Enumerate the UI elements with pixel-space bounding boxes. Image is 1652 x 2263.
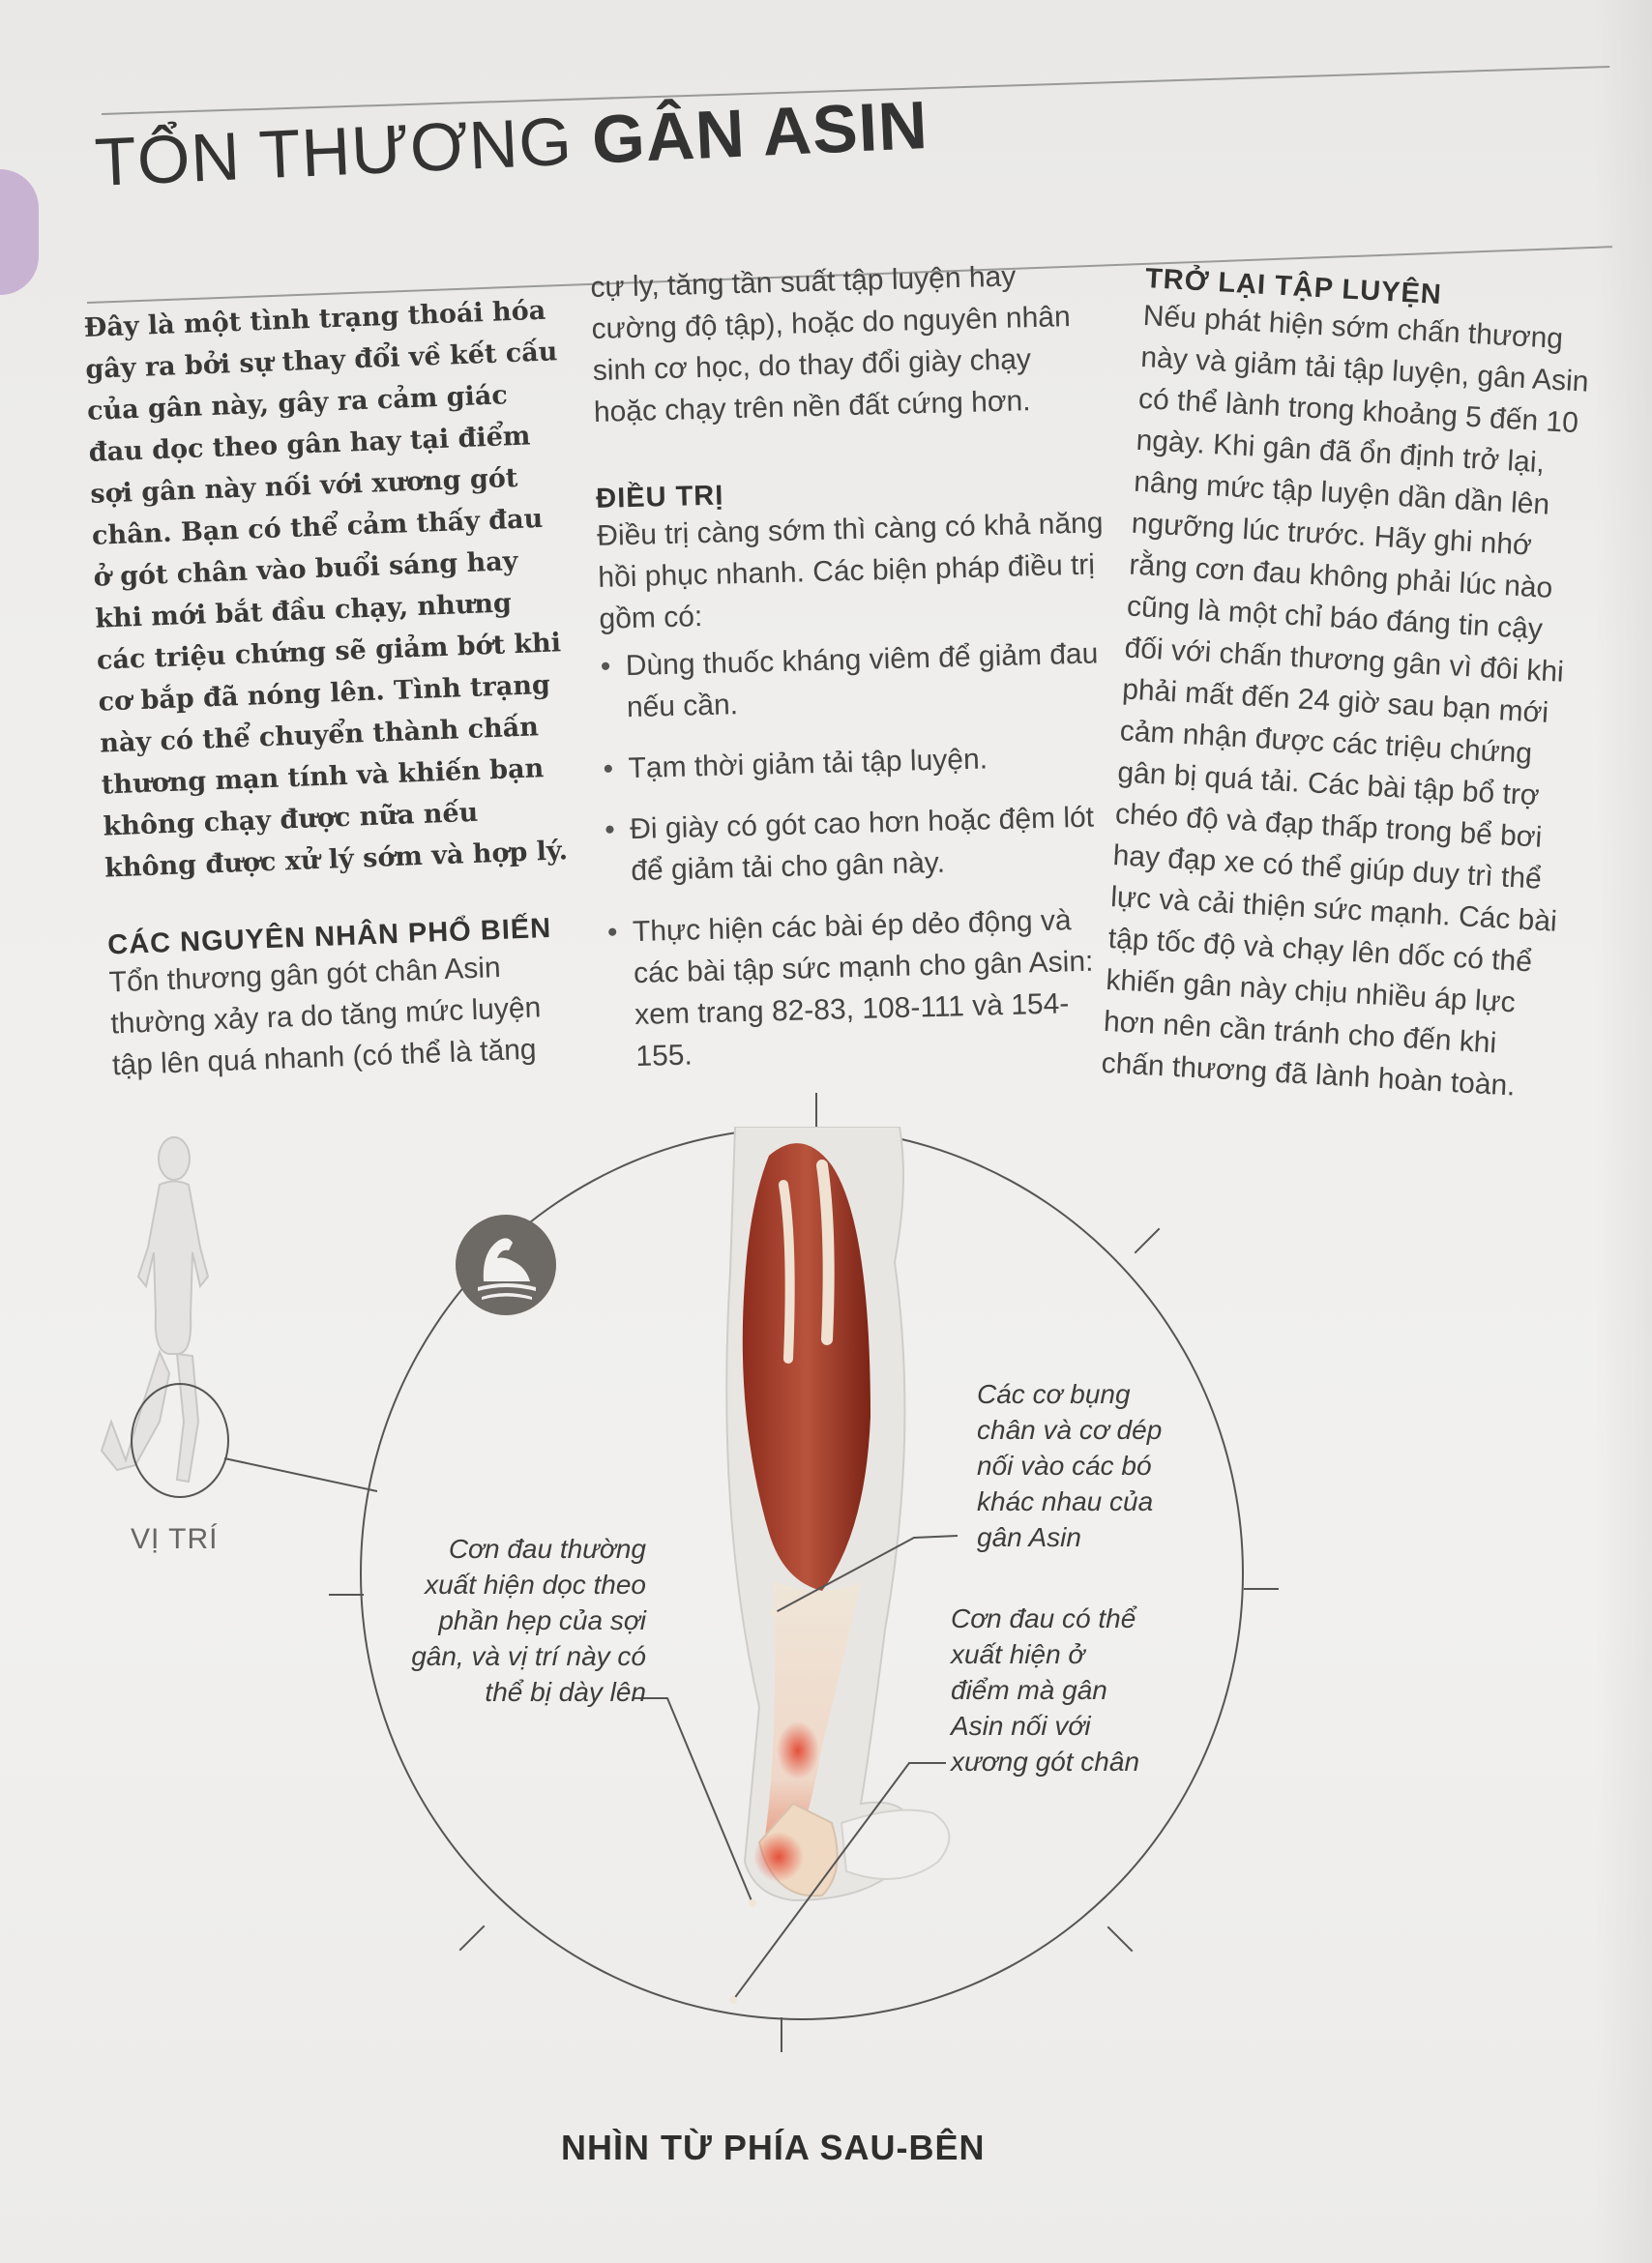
treatment-item: • Tạm thời giảm tải tập luyện. — [603, 735, 1111, 790]
leader-dot-tendon — [749, 1899, 756, 1907]
causes-heading: CÁC NGUYÊN NHÂN PHỔ BIẾN — [106, 912, 552, 961]
causes-text-a: Tổn thương gân gót chân Asin thường xảy ra do tăng mức luyện tập lên quá nhanh (có thể là tăng — [108, 951, 542, 1082]
callout-heel-pain: Cơn đau có thể xuất hiện ở điểm mà gân Asin nối với xương gót chân — [951, 1603, 1140, 1777]
callout-tendon-thickening: Cơn đau thường xuất hiện dọc theo phần hẹp của sợi gân, và vị trí này có thể bị dày lên — [411, 1534, 646, 1707]
treatment-item: • Đi giày có gót cao hơn hoặc đệm lót để giảm tải cho gân này. — [605, 796, 1114, 893]
leader-dot-heel — [729, 1996, 737, 2004]
title-light: TỔN THƯƠNG — [93, 102, 594, 201]
treatment-item: • Dùng thuốc kháng viêm để giảm đau nếu cần. — [600, 632, 1109, 729]
figure-caption: NHÌN TỪ PHÍA SAU-BÊN — [561, 2128, 986, 2167]
leader-dot-muscles — [770, 1609, 778, 1617]
return-heading: TRỞ LẠI TẬP LUYỆN — [1144, 263, 1443, 311]
treatment-item: • Thực hiện các bài ép dẻo động và các bài tập sức mạnh cho gân Asin: xem trang 82-83, 108-111 và 154-155. — [606, 898, 1118, 1078]
title-bold: GÂN ASIN — [590, 86, 930, 178]
causes-text-b: cự ly, tăng tần suất tập luyện hay cường độ tập), hoặc do nguyên nhân sinh cơ học, do thay đổi giày chạy hoặc chạy trên nền đất cứng hơn. — [590, 260, 1072, 428]
return-text: Nếu phát hiện sớm chấn thương này và giảm tải tập luyện, gân Asin có thể lành trong khoảng 5 đến 10 ngày. Khi gân đã ổn định trở lại, nâng mức tập luyện dần dần lên ngưỡng lúc trước. Hãy ghi nhớ rằng cơn đau không phải lúc nào cũng là một chỉ báo đáng tin cậy đối với chấn thương gân vì đôi khi phải mất đến 24 giờ sau bạn mới cảm nhận được các triệu chứng gân bị quá tải. Các bài tập bổ trợ chéo độ và đạp thấp trong bể bơi hay đạp xe có thể giúp duy trì thể lực và cải thiện sức mạnh. Các bài tập tốc độ và chạy lên dốc có thể khiến gân này chịu nhiều áp lực hơn nên cần tránh cho đến khi chấn thương đã lành hoàn toàn. — [1100, 299, 1590, 1102]
treatment-text: Điều trị càng sớm thì càng có khả năng hồi phục nhanh. Các biện pháp điều trị gồm có: — [596, 507, 1104, 635]
callout-muscles: Các cơ bụng chân và cơ dép nối vào các bó khác nhau của gân Asin — [977, 1379, 1163, 1552]
location-label: VỊ TRÍ — [131, 1523, 219, 1555]
treatment-heading: ĐIỀU TRỊ — [595, 480, 724, 514]
intro-paragraph: Đây là một tình trạng thoái hóa gây ra bởi sự thay đổi về kết cấu của gân này, gây ra cảm giác đau dọc theo gân hay tại điểm sợi gân này nối với xương gót chân. Bạn có thể cảm thấy đau ở gót chân vào buổi sáng hay khi mới bắt đầu chạy, nhưng các triệu chứng sẽ giảm bớt khi cơ bắp đã nóng lên. Tình trạng này có thể chuyển thành chấn thương mạn tính và khiến bạn không chạy được nữa nếu không được xử lý sớm và hợp lý. — [83, 295, 569, 884]
leader-line-tendon — [634, 1698, 752, 1903]
leader-line-muscles — [774, 1536, 958, 1613]
leader-line-heel — [733, 1763, 946, 2000]
